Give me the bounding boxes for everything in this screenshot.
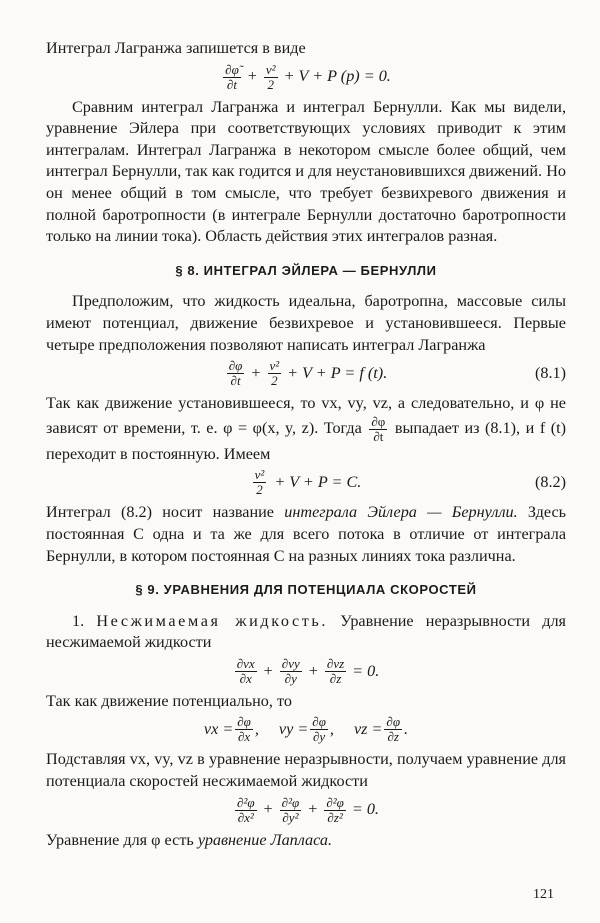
- equation-8-2: $\frac{\text{v²}}{2}$ + V + P = C. (8.2): [254, 467, 566, 498]
- potential-paragraph: Так как движение потенциально, то: [46, 691, 292, 710]
- section-8-title: § 8. ИНТЕГРАЛ ЭЙЛЕРА — БЕРНУЛЛИ: [175, 262, 437, 278]
- page-number: 121: [533, 887, 554, 902]
- page-body: [46, 38, 566, 851]
- fraction: $\frac{\partial\varphĩ}{\partial t}$: [225, 61, 239, 92]
- continuity-equation: $\frac{\partial vx}{\partial x}$ + $\frac{\partial vy}{\partial y}$ + $\frac{\partial vz}{\partial z}$ = 0.: [236, 655, 380, 686]
- laplace-paragraph: Уравнение для φ есть уравнение Лапласа.: [46, 830, 333, 849]
- incompressible-paragraph: 1. Несжимаемая жидкость. Уравнение неразрывности для несжимаемой жидкости: [46, 611, 566, 652]
- equation-number: (8.1): [534, 363, 566, 382]
- intro-paragraph: Интеграл Лагранжа запишется в виде: [46, 39, 306, 57]
- equation-8-1: $\frac{\partial\varphi}{\partial t}$ + $\frac{\text{v²}}{2}$ + V + P = f (t). (8.1): [228, 358, 566, 389]
- lagrange-equation: $\frac{\partial\varphĩ}{\partial t}$ + $\frac{\text{v²}}{2}$ + V + P (p) = 0.: [225, 61, 391, 92]
- equation-number: (8.2): [534, 473, 566, 492]
- fraction: $\frac{\text{v²}}{2}$: [265, 61, 276, 92]
- substitution-paragraph: Подставляя vx, vy, vz в уравнение неразрывности, получаем уравнение для потенциала скоростей несжимаемой жидкости: [46, 750, 566, 791]
- assume-paragraph: Предположим, что жидкость идеальна, баротропна, массовые силы имеют потенциал, движение безвихревое и установившееся. Первые четыре предположения позволяют написать интеграл Лагранжа: [46, 292, 566, 354]
- velocity-equations: vx = $\frac{\partial\varphi}{\partial x}$ , vy = $\frac{\partial\varphi}{\partial y}$ , vz = $\frac{\partial\varphi}{\partial z}$ .: [203, 714, 409, 745]
- steady-paragraph: Так как движение установившееся, то vx, vy, vz, а следовательно, и φ не зависят от времени, т. е. φ = φ(x, y, z). Тогда $\frac{\partial\varphi}{\partial t}$ выпадает из (8.1), и f (t) переходит в постоянную. Имеем: [46, 394, 567, 463]
- integral-paragraph: Интеграл (8.2) носит название интеграла Эйлера — Бернулли. Здесь постоянная C одна и та же для всего потока в отличие от интеграла Бернулли, в котором постоянная C на разных линиях тока различна.: [46, 503, 567, 565]
- compare-paragraph: Сравним интеграл Лагранжа и интеграл Бернулли. Как мы видели, уравнение Эйлера при соответствующих условиях приводит к этим интегралам. Интеграл Лагранжа в некотором смысле более общий, чем интеграл Бернулли, так как годится и для неустановившихся движений. Но он менее общий в том смысле, что требует безвихревого движения и полной баротропности (в интеграле Бернулли достаточно баротропности только на линии тока). Область действия этих интегралов разная.: [46, 97, 566, 246]
- laplace-equation: $\frac{\text{∂²φ}}{\text{∂x²}}$ + $\frac{\text{∂²φ}}{\text{∂y²}}$ + $\frac{\text{∂²φ}}{\text{∂z²}}$ = 0.: [237, 794, 379, 825]
- section-9-title: § 9. УРАВНЕНИЯ ДЛЯ ПОТЕНЦИАЛА СКОРОСТЕЙ: [135, 582, 477, 598]
